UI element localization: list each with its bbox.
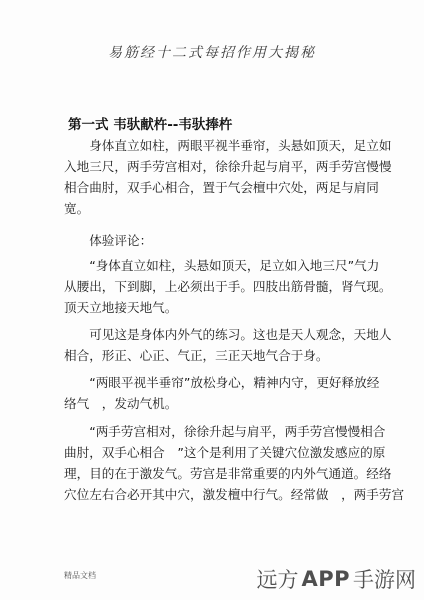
footer-label: 精品文档 bbox=[64, 571, 96, 580]
text-line: 从腰出，下到脚，上必须出于手。四肢出筋骨髓，肾气现。 bbox=[64, 279, 392, 294]
text-line: 顶天立地接天地气。 bbox=[64, 300, 178, 315]
text-line: 身体直立如柱，两眼平视半垂帘，头悬如顶天，足立如 bbox=[64, 138, 392, 153]
text-line: 理，目的在于激发气。劳宫是非常重要的内外气通道。经络 bbox=[64, 466, 392, 481]
text-line: 相合，形正、心正、气正，三正天地气合于身。 bbox=[64, 348, 329, 363]
text-line: “身体直立如柱，头悬如顶天，足立如入地三尺”气力 bbox=[64, 258, 380, 273]
watermark-prefix: 远方 bbox=[256, 568, 299, 592]
text-line: 曲肘，双手心相合 ”这个是利用了关键穴位激发感应的原 bbox=[64, 445, 386, 460]
paragraph-eyes bbox=[64, 372, 380, 414]
watermark-suffix: 手游网 bbox=[353, 568, 416, 592]
text-line: 可见这是身体内外气的练习。这也是天人观念，天地人 bbox=[64, 327, 392, 342]
paragraph-laogong bbox=[64, 421, 405, 505]
text-line: 相合曲肘，双手心相合，置于气会檀中穴处，两足与肩同 bbox=[64, 180, 379, 195]
text-line: “两眼平视半垂帘”放松身心，精神内守，更好释放经 bbox=[64, 375, 380, 390]
text-line: 入地三尺，两手劳宫相对，徐徐升起与肩平，两手劳宫慢慢 bbox=[64, 159, 392, 174]
site-watermark bbox=[256, 564, 416, 594]
section-heading: 第一式 韦驮献杵--韦驮捧杵 bbox=[68, 117, 233, 133]
paragraph-review-label bbox=[64, 230, 364, 251]
paragraph-inner-outer-qi bbox=[64, 324, 392, 366]
watermark-app: APP bbox=[301, 567, 350, 591]
text-line: 络气 ，发动气机。 bbox=[64, 396, 178, 411]
paragraph-stand-upright bbox=[64, 255, 392, 318]
paragraph-posture bbox=[64, 135, 392, 219]
document-title: 易筋经十二式每招作用大揭秘 bbox=[108, 45, 316, 61]
text-line: 穴位左右合必开其中穴，激发檀中行气。经常做 ，两手劳宫 bbox=[64, 487, 405, 502]
text-line: 体验评论： bbox=[64, 233, 153, 248]
text-line: 宽。 bbox=[64, 201, 90, 216]
text-line: “两手劳宫相对，徐徐升起与肩平，两手劳宫慢慢相合 bbox=[64, 424, 386, 439]
